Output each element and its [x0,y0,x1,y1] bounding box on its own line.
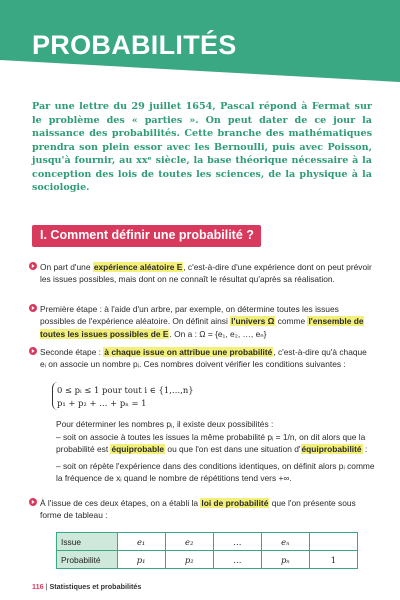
table-cell: p₂ [165,551,213,569]
b2-text-mid: comme [275,316,308,327]
arrow-circle-icon [29,498,37,506]
b2-highlight-ensemble: l'ensemble de toutes les issues possibles de E [40,316,364,339]
table-cell: … [213,551,261,569]
footer-chapter-label: Statistiques et probabilités [49,582,142,591]
table-cell: 1 [309,551,357,569]
table-row-header: Issue [57,533,118,551]
b1-highlight: expérience aléatoire E [93,262,183,272]
possibility-equiprobable [56,431,376,456]
b4-text-post: que l'on présente sous forme de tableau : [40,498,356,521]
p5-text-post: : [362,444,368,455]
table-cell [309,533,357,551]
bullet-loi-probabilite [40,497,375,522]
b1-text-post: , c'est-à-dire d'une expérience dont on peut prévoir les issues possibles, mais dont on ne connaît le résultat qu'après sa réalisation. [40,262,372,285]
b2-text-pre: Première étape : à l'aide d'un arbre, par exemple, on détermine toutes les issues possibles de l'expérience aléatoire. On définit ainsi [40,304,339,327]
arrow-circle-icon [29,347,37,355]
b3-text-post: , c'est-à-dire qu'à chaque eᵢ on associe un nombre pᵢ. Ces nombres doivent vérifier les conditions suivantes : [40,347,367,370]
p5-highlight-equiprobable: équiprobable [111,444,165,455]
bullet-premiere-etape [40,303,375,340]
b4-highlight: loi de probabilité [201,498,269,508]
p5-text-pre: – soit on associe à toutes les issues la même probabilité pᵢ = 1/n, on dit alors que la probabilité est [56,432,366,455]
table-cell: e₁ [117,533,165,551]
b2-highlight-univers: l'univers Ω [231,316,275,327]
table-cell: eₙ [261,533,309,551]
page-title: PROBABILITÉS [32,30,237,60]
header-diagonal-edge [0,60,400,100]
table-row [57,533,358,551]
b3-highlight: à chaque issue on attribue une probabilité [104,347,273,357]
b1-text-pre: On part d'une [40,262,93,272]
p5-text-mid: ou que l'on est dans une situation d' [165,444,301,455]
table-cell: pₙ [261,551,309,569]
bullet-seconde-etape [40,346,375,371]
b3-text-pre: Seconde étape : [40,347,104,357]
table-cell: … [213,533,261,551]
section-title: I. Comment définir une probabilité ? [40,228,254,242]
p5-highlight-equiprobabilite: équiprobabilité [301,444,362,455]
possibilities-intro: Pour déterminer les nombres pᵢ, il existe deux possibilités : [56,419,274,429]
arrow-circle-icon [29,304,37,312]
condition-line-1: 0 ≤ pᵢ ≤ 1 pour tout i ∈ {1,…,n} [57,385,194,395]
table-cell: e₂ [165,533,213,551]
possibility-frequence: – soit on répète l'expérience dans des conditions identiques, on définit alors pᵢ comme la fréquence de xᵢ quand le nombre de répétitions tend vers +∞. [56,461,375,484]
intro-paragraph: Par une lettre du 29 juillet 1654, Pascal répond à Fermat sur le problème des « parties ». On peut dater de ce jour la naissance des probabilités. Cette branche des mathématiques prendra son plein essor avec les Bernoulli, puis avec Poisson, jusqu'à fournir, au xxᵉ siècle, la base théorique nécessaire à la conception des lois de toutes les sciences, de la physique à la sociologie. [32,101,372,193]
arrow-circle-icon [29,262,37,270]
footer-separator: | [43,582,50,591]
b2-text-post: . On a : Ω = {e₁, e₂, …, eₙ} [169,328,267,339]
page-number: 116 [32,582,44,591]
condition-line-2: p₁ + p₂ + … + pₙ = 1 [57,398,147,408]
table-row-header: Probabilité [57,551,118,569]
table-cell: p₁ [117,551,165,569]
bullet-experience-aleatoire [40,261,375,286]
page-footer [32,582,141,591]
b4-text-pre: À l'issue de ces deux étapes, on a établi la [40,498,201,508]
probability-table [56,532,358,569]
conditions-system [57,384,194,410]
table-row [57,551,358,569]
